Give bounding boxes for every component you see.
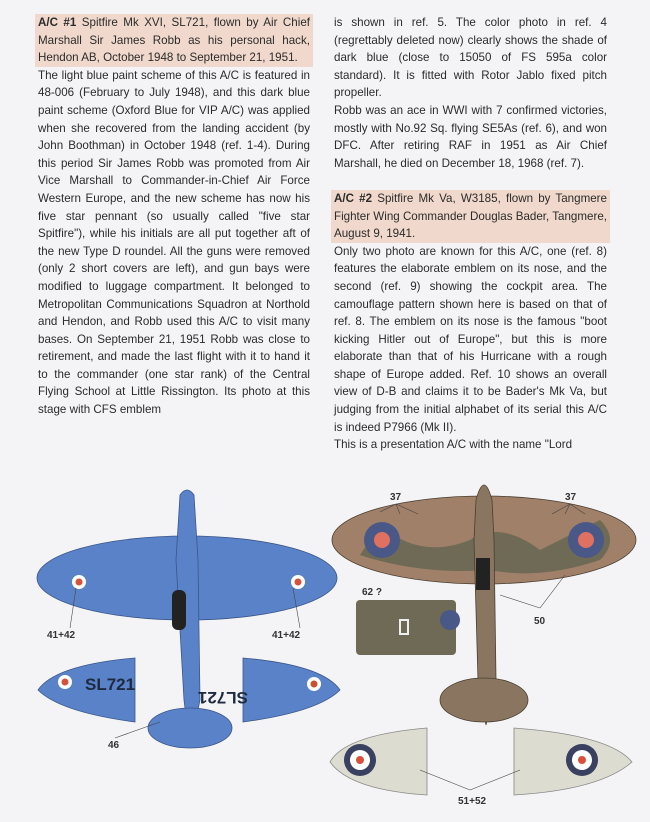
ac1-title: Spitfire Mk XVI, SL721, flown by Air Chief Marshall Sir James Robb as his personal hack, Hendon AB, October 1948 to September 21, 1951.	[38, 16, 310, 65]
callout-41-42-left: 41+42	[47, 630, 76, 641]
ac1-continued-2: Robb was an ace in WWI with 7 confirmed victories, mostly with No.92 Sq. flying SE5As (ref. 6), and won DFC. After retiring RAF in 1951 as Air Chief Marshall, he died on December 18, 1968 (ref. 7).	[334, 103, 607, 170]
ac1-serial-left: SL721	[85, 675, 136, 694]
ac1-label: A/C #1	[38, 16, 77, 29]
ac2-label: A/C #2	[334, 191, 373, 205]
ac2-inset-nose-photo	[356, 600, 460, 655]
callout-50: 50	[534, 616, 546, 627]
ac2-body-2: This is a presentation A/C with the name "Lord	[334, 438, 573, 452]
ac2-title: Spitfire Mk Va, W3185, flown by Tangmere Fighter Wing Commander Douglas Bader, Tangmere, August 9, 1941.	[334, 191, 608, 241]
ac1-serial-right: SL721	[197, 688, 248, 707]
callout-37-right: 37	[565, 492, 577, 503]
ac1-continued-1: is shown in ref. 5. The color photo in ref. 4 (regrettably deleted now) clearly shows the shade of dark blue (close to 15050 of FS 595a color standard). It is fitted with Rotor Jablo fixed pitch propeller.	[334, 16, 607, 100]
ac1-body: The light blue paint scheme of this A/C is featured in 48-006 (February to July 1948), and this dark blue paint scheme (Oxford Blue for VIP A/C) was applied when she recovered from the landing accident (by John Boothman) in October 1948 (ref. 1-4). During this period Sir James Robb was promoted from Air Vice Marshall to Commander-in-Chief Air Force Western Europe, and the new scheme has now his five star pennant (so usually called "five star Spitfire"), while his initials are all put together aft of the new Type D roundel. All the guns were removed (only 2 short covers are left), and gun bays were modified to luggage compartment. It belonged to Metropolitan Communications Squadron at Northold and Hendon, and Robb used this A/C to visit many bases. On September 21, 1951 Robb was close to retirement, and made the last flight with it to hand it to the commander (one star rank) of the Central Flying School at Little Rissington. Its photo at this stage with CFS emblem	[38, 68, 310, 417]
callout-46: 46	[108, 740, 120, 751]
ac2-body-1: Only two photo are known for this A/C, one (ref. 8) features the elaborate emblem on its nose, and the second (ref. 9) showing the cockpit area. The camouflage pattern shown here is based on that of ref. 8. The emblem on its nose is the famous "boot kicking Hitler out of Europe", but this is more elaborate than that of his Hurricane with a rough shape of Europe added. Ref. 10 shows an overall view of D-B and claims it to be Bader's Mk Va, but judging from the initial alphabet of its serial this A/C is indeed P7966 (Mk II).	[334, 244, 607, 434]
callout-62: 62 ?	[362, 587, 383, 598]
callout-51-52: 51+52	[458, 796, 487, 807]
callout-41-42-right: 41+42	[272, 630, 301, 641]
callout-37-left: 37	[390, 492, 402, 503]
